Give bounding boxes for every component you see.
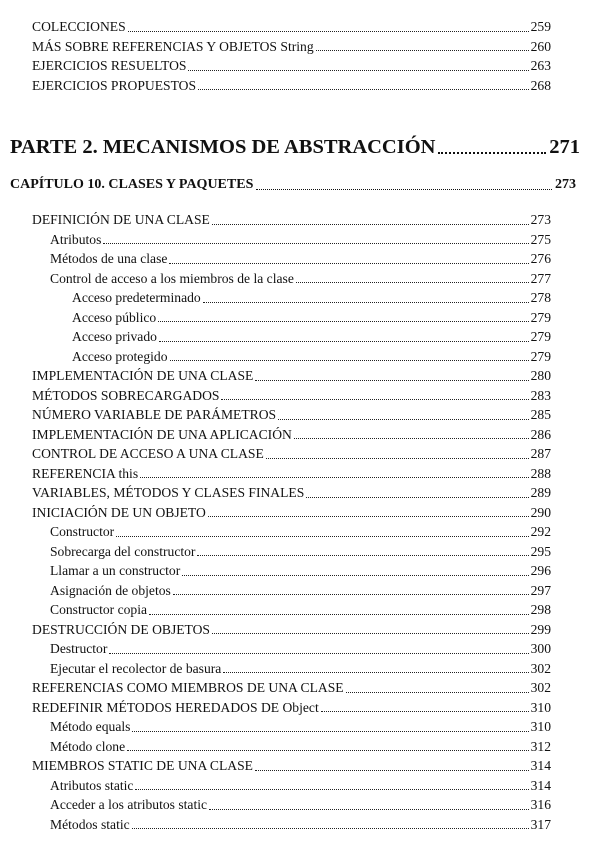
toc-entry-title: Control de acceso a los miembros de la clase	[50, 270, 294, 286]
toc-entry-page: 290	[530, 504, 551, 520]
dot-leader	[316, 50, 529, 51]
toc-entry-page: 289	[530, 485, 551, 500]
dot-leader	[223, 672, 528, 673]
toc-entry-page: 316	[530, 797, 551, 812]
toc-entry	[0, 678, 600, 698]
top-entries	[0, 17, 600, 95]
dot-leader	[159, 341, 529, 342]
dot-leader	[197, 555, 528, 556]
toc-entry-title: Acceso protegido	[72, 348, 168, 364]
toc-entry	[0, 503, 600, 523]
toc-entry-page: 310	[530, 699, 551, 715]
toc-entry-title: Atributos	[50, 231, 102, 247]
toc-entry	[0, 717, 600, 737]
toc-entry	[0, 366, 600, 386]
toc-entry	[0, 483, 600, 503]
toc-entry	[0, 444, 600, 464]
toc-entry	[0, 795, 600, 815]
toc-entry	[0, 249, 600, 269]
dot-leader	[278, 419, 529, 420]
toc-entry-title: Método equals	[50, 719, 131, 734]
toc-entry-title: EJERCICIOS PROPUESTOS	[32, 77, 197, 93]
toc-entry-title: DEFINICIÓN DE UNA CLASE	[32, 212, 210, 227]
toc-entry	[0, 561, 600, 581]
toc-entry-page: 297	[530, 582, 551, 598]
toc-entry-title: EJERCICIOS RESUELTOS	[32, 58, 187, 73]
dot-leader	[198, 89, 529, 90]
toc-entry-title: MIEMBROS STATIC DE UNA CLASE	[32, 758, 253, 773]
dot-leader	[140, 477, 528, 478]
toc-entry	[0, 269, 600, 289]
toc-entry-page: 292	[530, 524, 551, 539]
toc-entry-page: 300	[530, 641, 551, 656]
toc-entry	[0, 230, 600, 250]
chapter-entries	[0, 210, 600, 834]
toc-entry	[0, 464, 600, 484]
toc-entry-page: 278	[530, 290, 551, 305]
toc-entry-title: MÉTODOS SOBRECARGADOS	[32, 387, 220, 403]
toc-entry	[0, 386, 600, 406]
toc-entry	[0, 522, 600, 542]
toc-entry-title: VARIABLES, MÉTODOS Y CLASES FINALES	[32, 485, 305, 500]
dot-leader	[170, 360, 529, 361]
toc-entry-title: IMPLEMENTACIÓN DE UNA CLASE	[32, 368, 254, 383]
toc-entry	[0, 56, 600, 76]
toc-entry-page: 259	[530, 19, 551, 34]
toc-entry-page: 302	[530, 680, 551, 695]
part-title: PARTE 2. MECANISMOS DE ABSTRACCIÓN	[10, 136, 436, 158]
toc-entry-page: 276	[530, 251, 551, 266]
dot-leader	[221, 399, 528, 400]
toc-entry	[0, 308, 600, 328]
dot-leader	[212, 633, 529, 634]
toc-entry-title: Asignación de objetos	[50, 582, 171, 598]
toc-entry-title: MÁS SOBRE REFERENCIAS Y OBJETOS String	[32, 38, 314, 54]
dot-leader	[127, 750, 528, 751]
toc-entry	[0, 347, 600, 367]
dot-leader	[212, 224, 529, 225]
toc-entry	[0, 37, 600, 57]
toc-entry-title: Método clone	[50, 738, 126, 754]
toc-entry-title: Constructor	[50, 524, 115, 539]
dot-leader	[296, 282, 529, 283]
toc-entry-title: Destructor	[50, 641, 108, 656]
toc-entry-page: 260	[530, 38, 551, 54]
toc-entry	[0, 425, 600, 445]
dot-leader	[256, 189, 552, 190]
toc-entry	[0, 288, 600, 308]
toc-entry	[0, 756, 600, 776]
dot-leader	[169, 263, 528, 264]
dot-leader	[158, 321, 528, 322]
dot-leader	[132, 828, 529, 829]
chapter-heading	[10, 175, 576, 195]
toc-entry	[0, 639, 600, 659]
toc-entry-page: 273	[530, 212, 551, 227]
toc-entry-title: Atributos static	[50, 777, 134, 793]
toc-entry-title: Acceso predeterminado	[72, 290, 201, 305]
toc-entry-title: Llamar a un constructor	[50, 563, 181, 578]
dot-leader	[209, 809, 529, 810]
dot-leader	[294, 438, 529, 439]
dot-leader	[203, 302, 529, 303]
toc-entry-page: 286	[530, 426, 551, 442]
toc-entry-title: REDEFINIR MÉTODOS HEREDADOS DE Object	[32, 699, 319, 715]
chapter-title: CAPÍTULO 10. CLASES Y PAQUETES	[10, 177, 254, 192]
chapter-page: 273	[555, 177, 576, 192]
toc-entry-page: 302	[530, 660, 551, 676]
toc-entry-title: REFERENCIA this	[32, 465, 139, 481]
toc-entry-title: Sobrecarga del constructor	[50, 543, 196, 559]
dot-leader	[135, 789, 528, 790]
toc-entry	[0, 210, 600, 230]
toc-entry	[0, 659, 600, 679]
dot-leader	[132, 731, 528, 732]
toc-entry	[0, 542, 600, 562]
toc-entry-title: Ejecutar el recolector de basura	[50, 660, 222, 676]
toc-entry-title: Acceso público	[72, 309, 157, 325]
toc-entry-title: DESTRUCCIÓN DE OBJETOS	[32, 621, 210, 637]
dot-leader	[438, 152, 546, 154]
dot-leader	[255, 770, 529, 771]
dot-leader	[109, 653, 528, 654]
toc-entry	[0, 600, 600, 620]
toc-entry-page: 287	[530, 446, 551, 461]
toc-entry-title: NÚMERO VARIABLE DE PARÁMETROS	[32, 407, 277, 422]
toc-entry-title: INICIACIÓN DE UN OBJETO	[32, 504, 206, 520]
toc-entry-page: 296	[530, 563, 551, 578]
toc-entry-title: Constructor copia	[50, 602, 148, 617]
toc-entry-page: 275	[530, 231, 551, 247]
dot-leader	[188, 70, 528, 71]
toc-entry-title: CONTROL DE ACCESO A UNA CLASE	[32, 446, 264, 461]
toc-entry-title: IMPLEMENTACIÓN DE UNA APLICACIÓN	[32, 426, 292, 442]
part-page: 271	[549, 136, 580, 158]
toc-entry	[0, 737, 600, 757]
dot-leader	[255, 380, 528, 381]
toc-entry-title: Métodos de una clase	[50, 251, 168, 266]
toc-entry-title: COLECCIONES	[32, 19, 126, 34]
toc-entry-page: 312	[530, 738, 551, 754]
toc-entry	[0, 17, 600, 37]
dot-leader	[182, 575, 528, 576]
toc-entry	[0, 698, 600, 718]
toc-entry-page: 268	[530, 77, 551, 93]
toc-entry-page: 298	[530, 602, 551, 617]
toc-entry-page: 277	[530, 270, 551, 286]
dot-leader	[116, 536, 528, 537]
toc-entry-page: 295	[530, 543, 551, 559]
toc-entry-title: Acceso privado	[72, 329, 157, 344]
toc-entry-page: 299	[530, 621, 551, 637]
toc-entry-title: REFERENCIAS COMO MIEMBROS DE UNA CLASE	[32, 680, 344, 695]
toc-entry	[0, 581, 600, 601]
part-heading	[10, 134, 580, 160]
toc-entry-page: 283	[530, 387, 551, 403]
toc-entry-title: Acceder a los atributos static	[50, 797, 208, 812]
dot-leader	[208, 516, 529, 517]
dot-leader	[346, 692, 529, 693]
toc-entry-page: 288	[530, 465, 551, 481]
toc-entry	[0, 620, 600, 640]
toc-entry-page: 279	[530, 329, 551, 344]
dot-leader	[173, 594, 529, 595]
dot-leader	[321, 711, 529, 712]
toc-entry-page: 310	[530, 719, 551, 734]
toc-entry	[0, 76, 600, 96]
dot-leader	[266, 458, 529, 459]
toc-entry-title: Métodos static	[50, 816, 130, 832]
toc-entry-page: 279	[530, 309, 551, 325]
toc-entry-page: 263	[530, 58, 551, 73]
toc-entry-page: 280	[530, 368, 551, 383]
toc-entry	[0, 815, 600, 835]
toc-entry-page: 317	[530, 816, 551, 832]
toc-entry-page: 279	[530, 348, 551, 364]
toc-entry-page: 285	[530, 407, 551, 422]
dot-leader	[103, 243, 528, 244]
toc-entry	[0, 405, 600, 425]
toc-entry-page: 314	[530, 758, 551, 773]
dot-leader	[128, 31, 529, 32]
dot-leader	[149, 614, 529, 615]
toc-entry-page: 314	[530, 777, 551, 793]
toc-entry	[0, 327, 600, 347]
dot-leader	[306, 497, 528, 498]
toc-entry	[0, 776, 600, 796]
